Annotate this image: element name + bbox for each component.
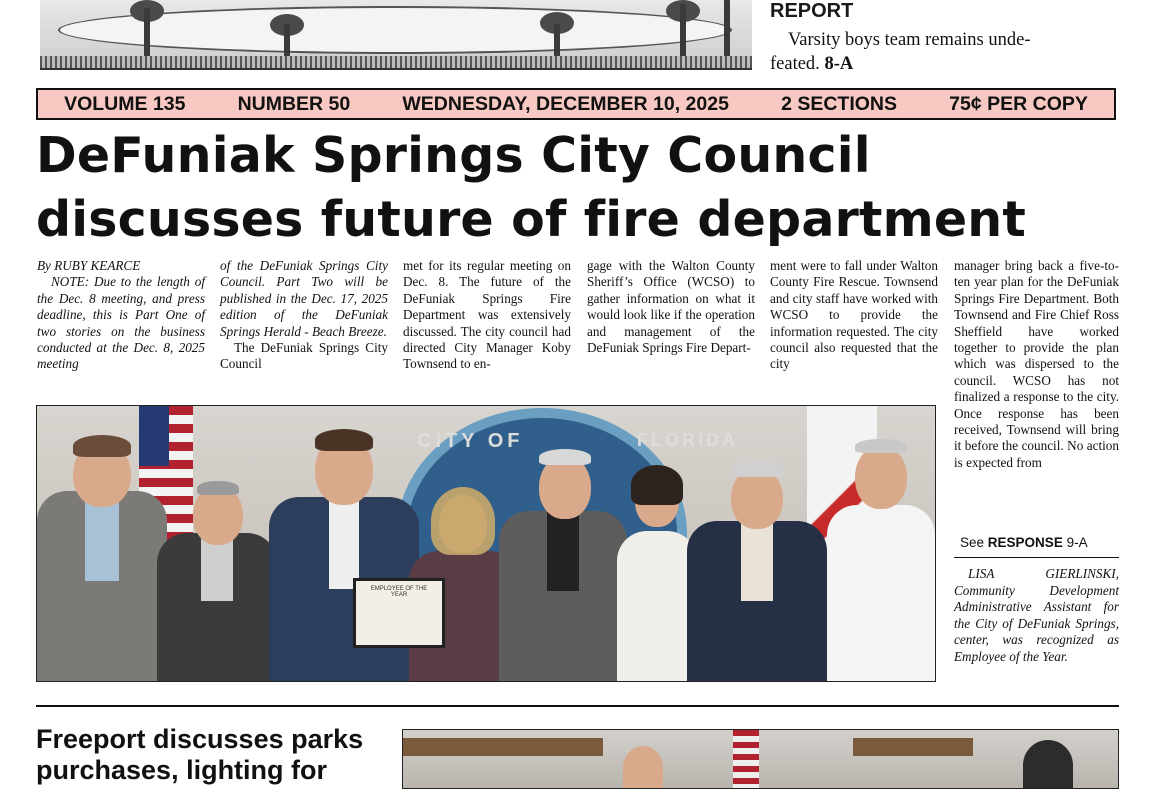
sports-teaser-text-end: feated. [770,54,820,74]
tree-trunk [680,4,686,60]
main-headline-line-2: discusses future of fire department [36,191,1026,248]
sports-teaser-line [770,52,1120,76]
jump-line-target: RESPONSE [987,535,1063,550]
sports-teaser-text [770,28,1120,76]
article-paragraph: ment were to fall under Walton County Fire Rescue. Townsend and city staff have worked with WCSO to provide the information requested. The city council also requested that the city [770,258,938,372]
article-paragraph: gage with the Walton County Sheriff’s Office (WCSO) to gather information on what it would look like if the operation and management of the DeFuniak Springs Fire Depart- [587,258,755,356]
us-flag [733,730,759,789]
jump-line[interactable] [960,535,1120,550]
person [617,461,697,681]
award-certificate [353,578,445,648]
ceiling-beam [853,738,973,756]
caption-text: Community Development Administrative Assistant for the City of DeFuniak Springs, center, was recognized as Employee of the Year. [954,582,1119,664]
sports-teaser-page-ref: 8-A [824,54,854,74]
main-headline [36,124,1126,252]
person [623,746,663,789]
section-divider [36,705,1119,707]
sports-teaser-title: REPORT [770,0,854,22]
byline: By RUBY KEARCE [37,258,141,273]
article-lede: The DeFuniak Springs City Council [220,340,388,372]
person [499,441,627,681]
article-column-2 [220,258,388,373]
editor-note-continued: of the DeFuniak Springs City Council. Part Two will be published in the Dec. 17, 2025 edition of the DeFuniak Springs Herald - Beach Breeze. [220,258,388,339]
folio-date: WEDNESDAY, DECEMBER 10, 2025 [402,92,729,115]
person [157,471,277,681]
person [1023,740,1073,789]
folio-volume: VOLUME 135 [64,92,186,115]
person [687,453,827,681]
editor-note: NOTE: Due to the length of the Dec. 8 meeting, and press deadline, this is Part One of two stories on the business conducted at the Dec. 8, 2025 meeting [37,274,205,372]
certificate-title: EMPLOYEE OF THE YEAR [370,586,428,598]
folio-number: NUMBER 50 [237,92,351,115]
article-column-1 [37,258,205,373]
masthead-illustration [40,0,752,70]
tree-trunk [284,24,290,60]
council-group-photo [36,405,936,682]
folio-bar [36,88,1116,120]
article-column-5 [770,258,938,373]
person [37,421,167,681]
jump-line-page: 9-A [1066,535,1088,550]
tree-trunk [554,24,560,60]
article-column-6 [954,258,1119,471]
folio-price: 75¢ PER COPY [949,92,1088,115]
ceiling-beam [403,738,603,756]
article-column-4 [587,258,755,356]
sports-teaser-line: Varsity boys team remains unde- [788,30,1031,50]
caption-name: LISA GIERLINSKI, [968,566,1119,581]
tree-trunk [144,8,150,60]
article-paragraph: manager bring back a five-to-ten year plan for the DeFuniak Springs Fire Department. Both Townsend and Fire Chief Ross Sheffield have worked together to provide the plan which was dispersed to the council. WCSO has not finalized a response to the city. Once response has been received, Townsend will bring it before the council. No action is expected from [954,258,1119,470]
secondary-headline[interactable]: Freeport discusses parks purchases, lighting for [36,724,364,785]
caption-rule [954,557,1119,558]
photo-caption [954,566,1119,666]
person [827,431,935,681]
tree-trunk [724,0,730,60]
article-column-3 [403,258,571,373]
seal-lettering-left: CITY OF [417,430,524,452]
freeport-photo [402,729,1119,789]
main-headline-line-1: DeFuniak Springs City Council [36,127,871,184]
grass-strip [40,56,752,68]
folio-sections: 2 SECTIONS [781,92,898,115]
article-paragraph: met for its regular meeting on Dec. 8. The future of the DeFuniak Springs Fire Department was extensively discussed. The city council had directed City Manager Koby Townsend to en- [403,258,571,372]
seal-lettering-right: FLORIDA [637,430,738,450]
jump-line-prefix: See [960,535,985,550]
